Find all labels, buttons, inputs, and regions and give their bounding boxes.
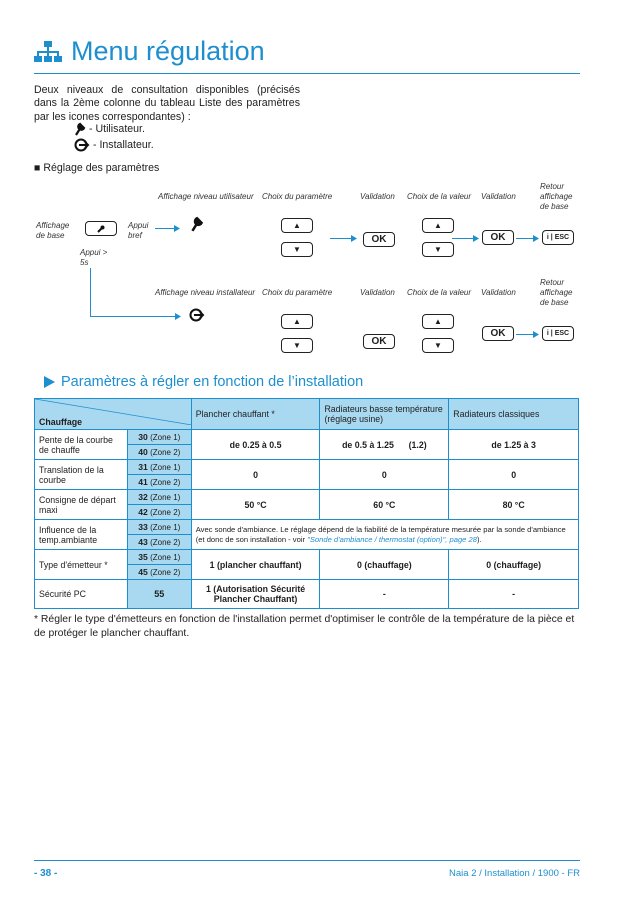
page-number: - 38 - [34, 868, 58, 879]
network-icon [34, 40, 62, 64]
wrench-icon [74, 122, 86, 136]
settings-heading: ■ Réglage des paramètres [34, 162, 160, 174]
return-label-2: Retour affichage de base [540, 278, 573, 307]
down-button[interactable]: ▼ [281, 242, 313, 257]
wrench-icon [97, 225, 105, 233]
choose-value-label: Choix de la valeur [407, 192, 472, 201]
arrow-right-icon [473, 235, 479, 242]
title-divider [34, 73, 580, 74]
choose-param-label: Choix du paramètre [262, 192, 333, 201]
user-level-label: Affichage niveau utilisateur [158, 192, 254, 201]
table-row: Translation de la courbe 31 (Zone 1) 0 0 0 [35, 460, 579, 475]
play-triangle-icon [44, 376, 55, 388]
parameters-table [34, 398, 579, 609]
ok-button-2[interactable]: OK [482, 230, 514, 245]
header-radiateurs-classiques: Radiateurs classiques [449, 399, 579, 430]
wrench-button[interactable] [85, 221, 117, 236]
choose-value-label-2: Choix de la valeur [407, 288, 472, 297]
down-button-value-installer[interactable]: ▼ [422, 338, 454, 353]
document-reference: Naia 2 / Installation / 1900 - FR [449, 868, 580, 879]
ok-button-4[interactable]: OK [482, 326, 514, 341]
header-chauffage: Chauffage [35, 399, 192, 430]
long-press-label: Appui > 5s [80, 248, 108, 267]
table-row: Consigne de départ maxi 32 (Zone 1) 50 °C 60 °C 80 °C [35, 490, 579, 505]
choose-param-label-2: Choix du paramètre [262, 288, 333, 297]
table-row: Influence de la temp.ambiante 33 (Zone 1) Avec sonde d'ambiance. Le réglage dépend de la fiabilité de la température mesurée par la sonde d'ambiance (et donc de son installation - voir "Sonde d'ambiance / thermostat (option)", page 28). [35, 520, 579, 535]
header-radiateurs-bt: Radiateurs basse température (réglage usine) [320, 399, 449, 430]
table-row: Sécurité PC 55 1 (Autorisation Sécurité Plancher Chauffant) - - [35, 580, 579, 609]
page-title-text: Menu régulation [71, 36, 265, 66]
page-link[interactable]: "Sonde d'ambiance / thermostat (option)", page 28 [307, 534, 477, 544]
footnote: * Régler le type d'émetteurs en fonction de l'installation permet d'optimiser le contrôle de la température de la pièce et de protéger le plancher chauffant. [34, 614, 575, 639]
arrow-right-icon [174, 225, 180, 232]
table-row: 41 (Zone 2) [35, 475, 579, 490]
installer-role: - Installateur. [74, 138, 154, 152]
esc-button-2[interactable]: i | ESC [542, 326, 574, 341]
page-title [34, 36, 265, 67]
ok-button-3[interactable]: OK [363, 334, 395, 349]
wrench-icon [190, 216, 204, 232]
validation-label-2: Validation [481, 192, 516, 201]
user-role: - Utilisateur. [74, 122, 145, 136]
footer-divider [34, 860, 580, 861]
down-button-value[interactable]: ▼ [422, 242, 454, 257]
table-header [35, 399, 579, 430]
table-row: Type d'émetteur * 35 (Zone 1) 1 (plancher chauffant) 0 (chauffage) 0 (chauffage) [35, 550, 579, 565]
validation-label: Validation [360, 192, 395, 201]
esc-button[interactable]: i | ESC [542, 230, 574, 245]
down-button-installer[interactable]: ▼ [281, 338, 313, 353]
intro-text: Deux niveaux de consultation disponibles (précisés dans la 2ème colonne du tableau Liste des paramètres par les icones correspondantes) : [34, 84, 300, 123]
return-label: Retour affichage de base [540, 182, 573, 211]
table-row: 43 (Zone 2) [35, 535, 579, 550]
arrow-right-icon [533, 331, 539, 338]
up-button-installer[interactable]: ▲ [281, 314, 313, 329]
up-button[interactable]: ▲ [281, 218, 313, 233]
arrow-right-icon [533, 235, 539, 242]
table-row: 40 (Zone 2) [35, 445, 579, 460]
up-button-value[interactable]: ▲ [422, 218, 454, 233]
installer-icon [74, 138, 90, 152]
installer-level-label: Affichage niveau installateur [155, 288, 256, 297]
arrow-right-icon [175, 313, 181, 320]
installer-icon [189, 308, 205, 322]
arrow-right-icon [351, 235, 357, 242]
display-base-label: Affichage de base [36, 221, 70, 240]
table-row: 45 (Zone 2) [35, 565, 579, 580]
table-row: 42 (Zone 2) [35, 505, 579, 520]
table-row: Pente de la courbe de chauffe 30 (Zone 1) de 0.25 à 0.5 de 0.5 à 1.25 (1.2) de 1.25 à 3 [35, 430, 579, 445]
validation-label-3: Validation [360, 288, 395, 297]
up-button-value-installer[interactable]: ▲ [422, 314, 454, 329]
short-press-label: Appui bref [128, 221, 149, 240]
validation-label-4: Validation [481, 288, 516, 297]
header-plancher: Plancher chauffant * [191, 399, 320, 430]
ok-button[interactable]: OK [363, 232, 395, 247]
section-title: Paramètres à régler en fonction de l’installation [44, 374, 363, 390]
